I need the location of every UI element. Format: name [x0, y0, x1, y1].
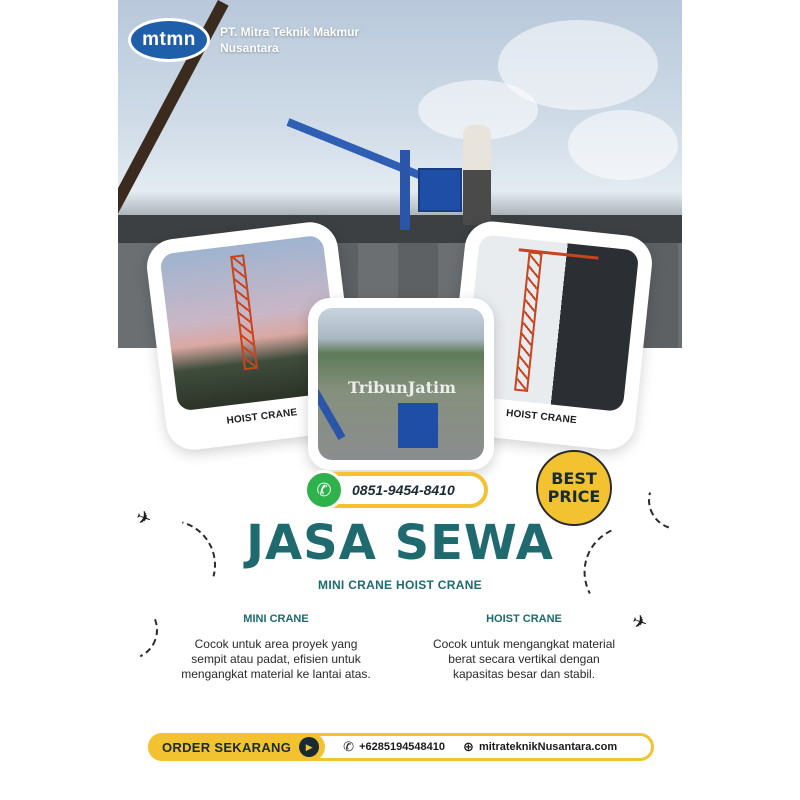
watermark-text: TribunJatim — [348, 378, 457, 397]
company-name: PT. Mitra Teknik Makmur Nusantara — [220, 25, 360, 55]
badge-line-1: BEST — [551, 469, 597, 488]
photo-card-middle — [308, 298, 494, 470]
photo-caption-right: HOIST CRANE — [505, 407, 578, 427]
service-mini-crane — [176, 613, 376, 682]
phone-icon: ✆ — [304, 470, 344, 510]
service-description: Cocok untuk mengangkat material berat secara vertikal dengan kapasitas besar dan stabil. — [432, 637, 616, 681]
footer-phone[interactable] — [343, 739, 445, 755]
service-title: HOIST CRANE — [486, 613, 562, 625]
footer-website-url: mitrateknikNusantara.com — [478, 741, 618, 753]
badge-line-2: PRICE — [547, 487, 601, 506]
order-now-button[interactable] — [148, 733, 325, 761]
service-description: Cocok untuk area proyek yang sempit atau padat, efisien untuk mengangkat material ke lantai atas. — [181, 637, 371, 681]
phone-pill[interactable] — [308, 472, 488, 508]
worker-figure — [463, 125, 491, 225]
play-arrow-icon: ▶ — [299, 737, 319, 757]
footer-bar — [148, 733, 654, 761]
footer-website[interactable] — [463, 739, 617, 755]
globe-icon: ⊕ — [463, 739, 474, 754]
service-title: MINI CRANE — [243, 613, 309, 625]
photo-caption-left: HOIST CRANE — [225, 407, 298, 427]
service-hoist-crane — [424, 613, 624, 682]
phone-number: 0851-9454-8410 — [352, 482, 455, 498]
mini-crane-photo — [318, 308, 484, 460]
headline-title: JASA SEWA — [246, 515, 554, 571]
order-now-label: ORDER SEKARANG — [162, 739, 292, 755]
poster — [118, 0, 682, 800]
logo-text: mtmn — [142, 29, 196, 50]
company-logo — [128, 18, 210, 62]
footer-phone-number: +6285194548410 — [359, 741, 446, 753]
headline-subtitle: MINI CRANE HOIST CRANE — [318, 578, 482, 592]
airplane-icon: ✈ — [629, 610, 651, 635]
phone-icon: ✆ — [343, 739, 355, 754]
airplane-icon: ✈ — [133, 506, 155, 531]
